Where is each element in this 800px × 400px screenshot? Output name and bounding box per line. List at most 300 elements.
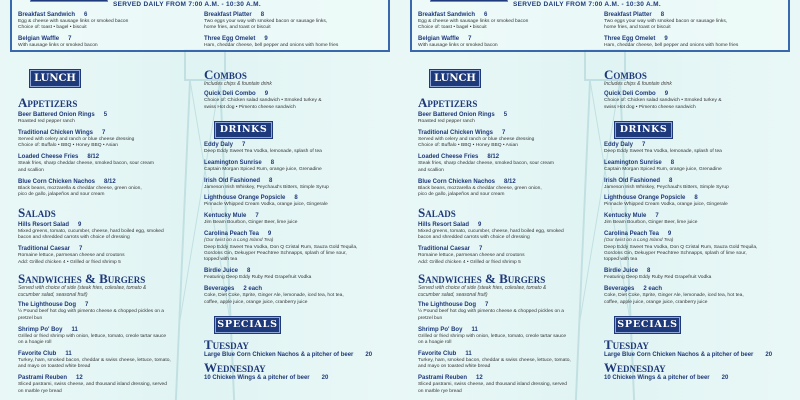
menu-item: [418, 222, 600, 242]
item-name: The Lighthouse Dog: [18, 302, 76, 309]
item-price: 8: [294, 195, 298, 202]
item-description: Romaine lettuce, parmesan cheese and croutons: [18, 253, 125, 259]
item-description: Ham, cheddar cheese, bell pepper and onions with home fries: [204, 43, 339, 49]
special-price: 20: [321, 374, 329, 381]
right-column: [204, 68, 392, 384]
item-description: Two eggs your way with smoked bacon or sausage links,: [204, 19, 328, 24]
breakfast-badge: [430, 0, 508, 2]
item-description: bacon and shredded carrots with choice of dressing: [18, 235, 130, 241]
special-deal-row: [604, 351, 792, 359]
item-name: Lighthouse Orange Popsicle: [204, 195, 286, 202]
menu-item: [604, 36, 789, 49]
special-deal-row: [204, 374, 392, 382]
item-description: Jim Beam Bourbon, Ginger Beer, lime juice: [204, 220, 298, 226]
menu-item: [604, 91, 792, 111]
item-description: home fries, and toast or biscuit: [204, 25, 271, 31]
specials-badge: SPECIALS: [215, 317, 280, 333]
item-price: 12: [76, 375, 83, 382]
item-name-row: [604, 12, 789, 19]
item-price: 9: [267, 231, 272, 238]
menu-item: [204, 178, 392, 191]
menu-item: [204, 286, 392, 306]
item-description: Choice of: Buffalo • BBQ • Honey BBQ • Asian: [18, 143, 118, 149]
item-price: 8: [660, 12, 665, 18]
item-description: Jameson Irish Whiskey, Peychaud's Bitters, Simple Syrup: [604, 184, 729, 190]
menu-item: [18, 375, 200, 395]
salads-list: [418, 222, 600, 271]
item-price: 7: [79, 246, 83, 253]
item-name: Beverages: [204, 286, 235, 293]
item-price: 7: [255, 213, 259, 220]
sandwiches-subtitle: [418, 285, 600, 298]
menu-item: [604, 12, 789, 32]
item-description: and mayo on toasted white bread: [18, 364, 91, 370]
lunch-column: [18, 70, 200, 400]
item-description: Black beans, mozzarella & cheddar cheese, green onion,: [418, 185, 542, 191]
breakfast-left-column: [18, 12, 198, 54]
menu-item: [418, 179, 600, 199]
item-name-row: [204, 12, 389, 19]
menu-item: [204, 91, 392, 111]
item-price: 8: [694, 195, 698, 202]
item-price: 9: [664, 36, 668, 43]
item-price: 11: [465, 350, 472, 357]
breakfast-badge: [30, 0, 108, 2]
item-description: and mayo on toasted white bread: [418, 364, 491, 370]
item-price: 12: [476, 375, 483, 382]
menu-item: [204, 142, 392, 155]
item-description: Grilled or fried shrimp with onion, lettuce, tomato, creole tartar sauce: [418, 333, 567, 339]
item-price: 8: [269, 177, 273, 184]
item-name-row: [418, 12, 598, 19]
item-name-row: [418, 222, 600, 229]
item-name: Three Egg Omelet: [204, 36, 256, 43]
item-price: 8/12: [87, 154, 100, 161]
item-price: 7: [501, 129, 506, 136]
item-name: Blue Corn Chicken Nachos: [418, 178, 496, 185]
item-description: and scallion: [18, 167, 44, 173]
menu-item: [204, 268, 392, 281]
subtitle-line: Includes chips & fountain drink: [204, 81, 272, 87]
item-price: 7: [242, 141, 246, 148]
combos-heading: Combos: [604, 67, 647, 82]
item-name: The Lighthouse Dog: [418, 302, 476, 309]
breakfast-hours: SERVED DAILY FROM 7:00 A.M. - 10:30 A.M.: [513, 1, 661, 8]
item-price: 8/12: [104, 178, 116, 185]
menu-item: [204, 160, 392, 173]
menu-item: [204, 213, 392, 226]
item-price: 9: [264, 91, 269, 98]
menu-item: [418, 112, 600, 125]
item-price: 7: [642, 141, 646, 148]
item-name-row: [204, 178, 392, 185]
item-name-row: [18, 130, 200, 137]
special-deal-row: [204, 351, 392, 359]
item-description: on marble rye bread: [418, 388, 462, 394]
item-description: on marble rye bread: [18, 388, 62, 394]
menu-item: [418, 351, 600, 371]
menu-item: [18, 154, 200, 174]
special-day: Tuesday: [604, 336, 649, 352]
item-name-row: [18, 179, 200, 186]
sandwiches-heading: Sandwiches & Burgers: [18, 271, 146, 287]
special-day: Wednesday: [604, 359, 666, 375]
salads-list: [18, 222, 200, 271]
item-name: Beverages: [604, 286, 635, 293]
item-description: Jim Beam Bourbon, Ginger Beer, lime juice: [604, 220, 698, 226]
item-name-row: [418, 179, 600, 186]
item-name-row: [18, 12, 198, 19]
item-description: Add: Grilled chicken 4 • Grilled or fried shrimp 5: [18, 259, 121, 265]
item-description: Served with celery and ranch or blue cheese dressing: [18, 136, 135, 142]
menu-item: [18, 302, 200, 322]
item-description: Deep Eddy Sweet Tea Vodka, lemonade, splash of tea: [604, 148, 722, 154]
menu-item: [18, 112, 200, 125]
item-description: Coke, Diet Coke, Sprite, Ginger Ale, lemonade, iced tea, hot tea,: [204, 293, 344, 299]
item-price: 7: [85, 302, 89, 309]
appetizers-list: [18, 112, 200, 203]
item-description: Grilled or fried shrimp with onion, lettuce, tomato, creole tartar sauce: [18, 333, 167, 339]
item-name: Carolina Peach Tea: [204, 231, 259, 238]
menu-item: [604, 231, 792, 264]
subtitle-line: Served with choice of side (steak fries, coleslaw, tomato &: [418, 285, 547, 292]
menu-item: [18, 130, 200, 150]
menu-item: [604, 268, 792, 281]
item-description: Choice of: Buffalo • BBQ • Honey BBQ • Asian: [418, 143, 518, 149]
menu-page: [400, 0, 800, 400]
item-description: on a hoagie roll: [418, 340, 452, 345]
item-description: Egg & cheese with sausage links or smoked bacon: [418, 19, 529, 24]
item-name: Loaded Cheese Fries: [18, 154, 79, 161]
item-description: Egg & cheese with sausage links or smoked bacon: [18, 19, 129, 24]
drinks-list: [204, 142, 392, 311]
item-description: ½ Pound beef hot dog with pimento cheese & chopped pickles on a: [418, 309, 565, 315]
menu-item: [418, 12, 598, 32]
item-description: Roasted red pepper ranch: [18, 119, 75, 124]
item-price: 7: [655, 213, 659, 220]
sandwiches-subtitle: [18, 285, 200, 298]
item-name: Traditional Caesar: [418, 246, 471, 253]
item-name-row: [18, 222, 200, 229]
item-description: Ham, cheddar cheese, bell pepper and onions with home fries: [604, 43, 739, 49]
item-description: topped with tea: [204, 257, 238, 263]
special-price: 20: [765, 351, 773, 358]
item-price: 7: [468, 36, 472, 43]
item-name: Kentucky Mule: [604, 213, 647, 220]
specials-badge: SPECIALS: [615, 317, 680, 333]
item-name: Carolina Peach Tea: [604, 231, 659, 238]
item-description: coffee, apple juice, orange juice, cranberry juice: [604, 299, 708, 305]
appetizers-heading: Appetizers: [18, 95, 78, 110]
item-description: Steak fries, sharp cheddar cheese, smoked bacon, sour cream: [18, 161, 154, 167]
item-description: Captain Morgan Spiced Rum, orange juice, Grenadine: [604, 166, 722, 172]
item-name-row: [418, 351, 600, 358]
menu-item: [18, 351, 200, 371]
item-price: 9: [478, 221, 482, 228]
item-name-row: [18, 112, 200, 119]
item-name: Shrimp Po' Boy: [18, 326, 63, 333]
item-price: 9: [667, 231, 672, 238]
item-description: Black beans, mozzarella & cheddar cheese, green onion,: [18, 185, 142, 191]
item-name: Three Egg Omelet: [604, 36, 656, 43]
item-description: Deep Eddy Sweet Tea Vodka, Don Q Cristal Rum, Sauza Gold Tequila,: [204, 244, 358, 250]
menu-item: [604, 213, 792, 226]
menu-item: [604, 160, 792, 173]
breakfast-hours: SERVED DAILY FROM 7:00 A.M. - 10:30 A.M.: [113, 1, 261, 8]
item-name: Hills Resort Salad: [18, 221, 70, 228]
item-name: Birdie Juice: [604, 268, 639, 275]
item-name: Beer Battered Onion Rings: [18, 112, 95, 118]
menu-item: [18, 179, 200, 199]
item-name: Hills Resort Salad: [418, 221, 470, 228]
combos-heading: Combos: [204, 67, 247, 82]
special-day: Tuesday: [204, 336, 249, 352]
item-description: Roasted red pepper ranch: [418, 119, 475, 124]
item-description: Choice of: Chicken salad sandwich • Smoked turkey &: [204, 98, 322, 104]
item-name: Breakfast Sandwich: [18, 12, 76, 18]
item-description: Choice of: toast • bagel • biscuit: [418, 25, 487, 31]
item-name: Favorite Club: [18, 350, 57, 357]
item-name: Belgian Waffle: [18, 36, 60, 43]
item-name: Irish Old Fashioned: [604, 177, 661, 184]
item-description: Deep Eddy Sweet Tea Vodka, lemonade, splash of tea: [204, 148, 322, 154]
item-description: Two eggs your way with smoked bacon or sausage links,: [604, 19, 728, 24]
appetizers-heading: Appetizers: [418, 95, 478, 110]
item-description: pretzel bun: [418, 315, 443, 321]
appetizers-list: [418, 112, 600, 203]
special-price: 20: [365, 351, 373, 358]
item-description: Mixed greens, tomato, cucumber, cheese, hard boiled egg, smoked: [418, 228, 564, 234]
sandwiches-heading: Sandwiches & Burgers: [418, 271, 546, 287]
subtitle-line: cucumber salad, seasonal fruit): [418, 291, 488, 298]
item-description: pico de gallo, jalapeños and sour cream: [18, 191, 105, 197]
item-description: Jameson Irish Whiskey, Peychaud's Bitters, Simple Syrup: [204, 184, 329, 190]
menu-item: [204, 231, 392, 264]
item-price: 8: [247, 268, 251, 275]
item-price: 6: [484, 12, 488, 18]
item-name: Breakfast Platter: [204, 12, 252, 18]
item-description: Choice of: Chicken salad sandwich • Smoked turkey &: [604, 98, 722, 104]
item-name-row: [204, 160, 392, 167]
item-price: 7: [101, 129, 106, 136]
item-name: Breakfast Sandwich: [418, 12, 476, 18]
item-description: Turkey, ham, smoked bacon, cheddar & swiss cheese, lettuce, tomato,: [418, 357, 571, 363]
item-description: swiss Hot dog • Pimento cheese sandwich: [604, 104, 696, 110]
combos-list: [204, 91, 392, 115]
item-description: Gordons Gin, Dekuyper Peachtree Schnapps, splash of lime sour,: [204, 251, 347, 257]
special-deal-row: [604, 374, 792, 382]
item-name-row: [418, 112, 600, 119]
menu-item: [204, 195, 392, 208]
item-name: Kentucky Mule: [204, 213, 247, 220]
special-deal: Large Blue Corn Chicken Nachos & a pitcher of beer: [604, 351, 754, 358]
item-name: Blue Corn Chicken Nachos: [18, 178, 96, 185]
item-name: Eddy Daly: [604, 141, 634, 148]
breakfast-right-column: [604, 12, 789, 54]
menu-item: [204, 12, 389, 32]
item-name: Breakfast Platter: [604, 12, 652, 18]
item-name: Pastrami Reuben: [418, 375, 468, 382]
item-name-row: [604, 160, 792, 167]
item-name: Quick Deli Combo: [204, 91, 256, 98]
item-name: Traditional Chicken Wings: [18, 129, 93, 136]
item-description: Featuring Deep Eddy Ruby Red Grapefruit Vodka: [204, 275, 312, 281]
item-description: topped with tea: [604, 257, 638, 263]
combos-list: [604, 91, 792, 115]
specials-list: [204, 338, 392, 384]
item-price: 8: [270, 159, 275, 166]
special-deal: 10 Chicken Wings & a pitcher of beer: [604, 374, 710, 381]
item-description: and scallion: [418, 167, 444, 173]
item-description: Steak fries, sharp cheddar cheese, smoked bacon, sour cream: [418, 161, 554, 167]
item-name: Belgian Waffle: [418, 36, 460, 43]
item-description: swiss Hot dog • Pimento cheese sandwich: [204, 104, 296, 110]
item-price: 11: [471, 326, 478, 333]
item-price: 5: [103, 112, 108, 118]
menu-item: [604, 286, 792, 306]
specials-list: [604, 338, 792, 384]
sandwiches-list: [18, 302, 200, 399]
menu-item: [18, 327, 200, 347]
sandwiches-list: [418, 302, 600, 399]
item-note: (Our twist on a Long Island Tea): [604, 238, 674, 244]
menu-item: [418, 154, 600, 174]
menu-item: [18, 246, 200, 266]
item-name-row: [204, 142, 392, 149]
salads-heading: Salads: [18, 204, 56, 220]
item-description: pretzel bun: [18, 315, 43, 321]
item-description: Deep Eddy Sweet Tea Vodka, Don Q Cristal Rum, Sauza Gold Tequila,: [604, 244, 758, 250]
lunch-column: [418, 70, 600, 400]
item-price: 8/12: [487, 154, 500, 161]
item-name: Pastrami Reuben: [18, 375, 68, 382]
menu-item: [418, 375, 600, 395]
item-description: bacon and shredded carrots with choice of dressing: [418, 235, 530, 241]
menu-item: [18, 222, 200, 242]
menu-item: [418, 36, 598, 49]
item-name: Traditional Chicken Wings: [418, 129, 493, 136]
item-description: With sausage links or smoked bacon: [18, 43, 98, 49]
item-description: pico de gallo, jalapeños and sour cream: [418, 191, 505, 197]
item-price: 6: [84, 12, 88, 18]
item-description: Mixed greens, tomato, cucumber, cheese, hard boiled egg, smoked: [18, 228, 164, 234]
menu-item: [18, 36, 198, 49]
item-price: 9: [264, 36, 268, 43]
item-name: Birdie Juice: [204, 268, 239, 275]
subtitle-line: Includes chips & fountain drink: [604, 81, 672, 87]
item-name: Favorite Club: [418, 350, 457, 357]
item-description: Add: Grilled chicken 4 • Grilled or fried shrimp 5: [418, 259, 521, 265]
salads-heading: Salads: [418, 204, 456, 220]
lunch-badge: LUNCH: [430, 70, 480, 87]
item-price: 7: [485, 302, 489, 309]
item-description: Gordons Gin, Dekuyper Peachtree Schnapps, splash of lime sour,: [604, 251, 747, 257]
item-description: Served with celery and ranch or blue cheese dressing: [418, 136, 535, 142]
menu-item: [604, 142, 792, 155]
special-price: 20: [721, 374, 729, 381]
menu-item: [604, 195, 792, 208]
menu-item: [418, 327, 600, 347]
item-name: Leamington Sunrise: [604, 159, 662, 166]
item-description: Romaine lettuce, parmesan cheese and croutons: [418, 253, 525, 259]
menu-item: [18, 12, 198, 32]
special-deal: Large Blue Corn Chicken Nachos & a pitcher of beer: [204, 351, 354, 358]
item-price: 8: [260, 12, 265, 18]
item-name: Beer Battered Onion Rings: [418, 112, 495, 118]
menu-item: [418, 130, 600, 150]
item-description: coffee, apple juice, orange juice, cranberry juice: [204, 299, 308, 305]
item-price: 9: [78, 221, 82, 228]
item-price: 7: [68, 36, 72, 43]
item-name-row: [418, 327, 600, 334]
item-description: ½ Pound beef hot dog with pimento cheese & chopped pickles on a: [18, 309, 165, 315]
item-name: Eddy Daly: [204, 141, 234, 148]
item-name-row: [604, 142, 792, 149]
item-note: (Our twist on a Long Island Tea): [204, 238, 274, 244]
item-name: Lighthouse Orange Popsicle: [604, 195, 686, 202]
item-description: home fries, and toast or biscuit: [604, 25, 671, 31]
special-deal: 10 Chicken Wings & a pitcher of beer: [204, 374, 310, 381]
item-description: Coke, Diet Coke, Sprite, Ginger Ale, lemonade, iced tea, hot tea,: [604, 293, 744, 299]
menu-item: [418, 302, 600, 322]
item-price: 5: [503, 112, 508, 118]
menu-item: [604, 178, 792, 191]
item-name: Traditional Caesar: [18, 246, 71, 253]
item-name-row: [18, 327, 200, 334]
item-price: 11: [65, 350, 72, 357]
breakfast-right-column: [204, 12, 389, 54]
subtitle-line: Served with choice of side (steak fries, coleslaw, tomato &: [18, 285, 147, 292]
item-name: Quick Deli Combo: [604, 91, 656, 98]
breakfast-left-column: [418, 12, 598, 54]
item-name: Shrimp Po' Boy: [418, 326, 463, 333]
menu-item: [418, 246, 600, 266]
item-description: Turkey, ham, smoked bacon, cheddar & swiss cheese, lettuce, tomato,: [18, 357, 171, 363]
item-price: 8/12: [504, 178, 516, 185]
item-description: Featuring Deep Eddy Ruby Red Grapefruit Vodka: [604, 275, 712, 281]
item-description: Sliced pastrami, swiss cheese, and thousand island dressing, served: [18, 382, 167, 388]
item-price: 2 each: [643, 286, 663, 293]
item-price: 8: [647, 268, 651, 275]
item-description: Choice of: toast • bagel • biscuit: [18, 25, 87, 31]
item-name-row: [418, 130, 600, 137]
item-description: Pinnacle Whipped Cream Vodka, orange juice, Gingerale: [204, 202, 328, 208]
special-day: Wednesday: [204, 359, 266, 375]
item-description: Captain Morgan Spiced Rum, orange juice, Grenadine: [204, 166, 322, 172]
item-price: 2 each: [243, 286, 263, 293]
item-description: Pinnacle Whipped Cream Vodka, orange juice, Gingerale: [604, 202, 728, 208]
item-price: 7: [479, 246, 483, 253]
item-price: 9: [664, 91, 669, 98]
item-name: Loaded Cheese Fries: [418, 154, 479, 161]
item-name: Leamington Sunrise: [204, 159, 262, 166]
drinks-badge: DRINKS: [615, 122, 672, 138]
lunch-badge: LUNCH: [30, 70, 80, 87]
subtitle-line: cucumber salad, seasonal fruit): [18, 291, 88, 298]
right-column: [604, 68, 792, 384]
item-description: With sausage links or smoked bacon: [418, 43, 498, 49]
menu-item: [204, 36, 389, 49]
item-price: 8: [669, 177, 673, 184]
item-price: 11: [71, 326, 78, 333]
item-name-row: [604, 178, 792, 185]
item-description: Sliced pastrami, swiss cheese, and thousand island dressing, served: [418, 382, 567, 388]
item-description: on a hoagie roll: [18, 340, 52, 345]
item-name-row: [18, 351, 200, 358]
drinks-list: [604, 142, 792, 311]
item-name: Irish Old Fashioned: [204, 177, 261, 184]
drinks-badge: DRINKS: [215, 122, 272, 138]
